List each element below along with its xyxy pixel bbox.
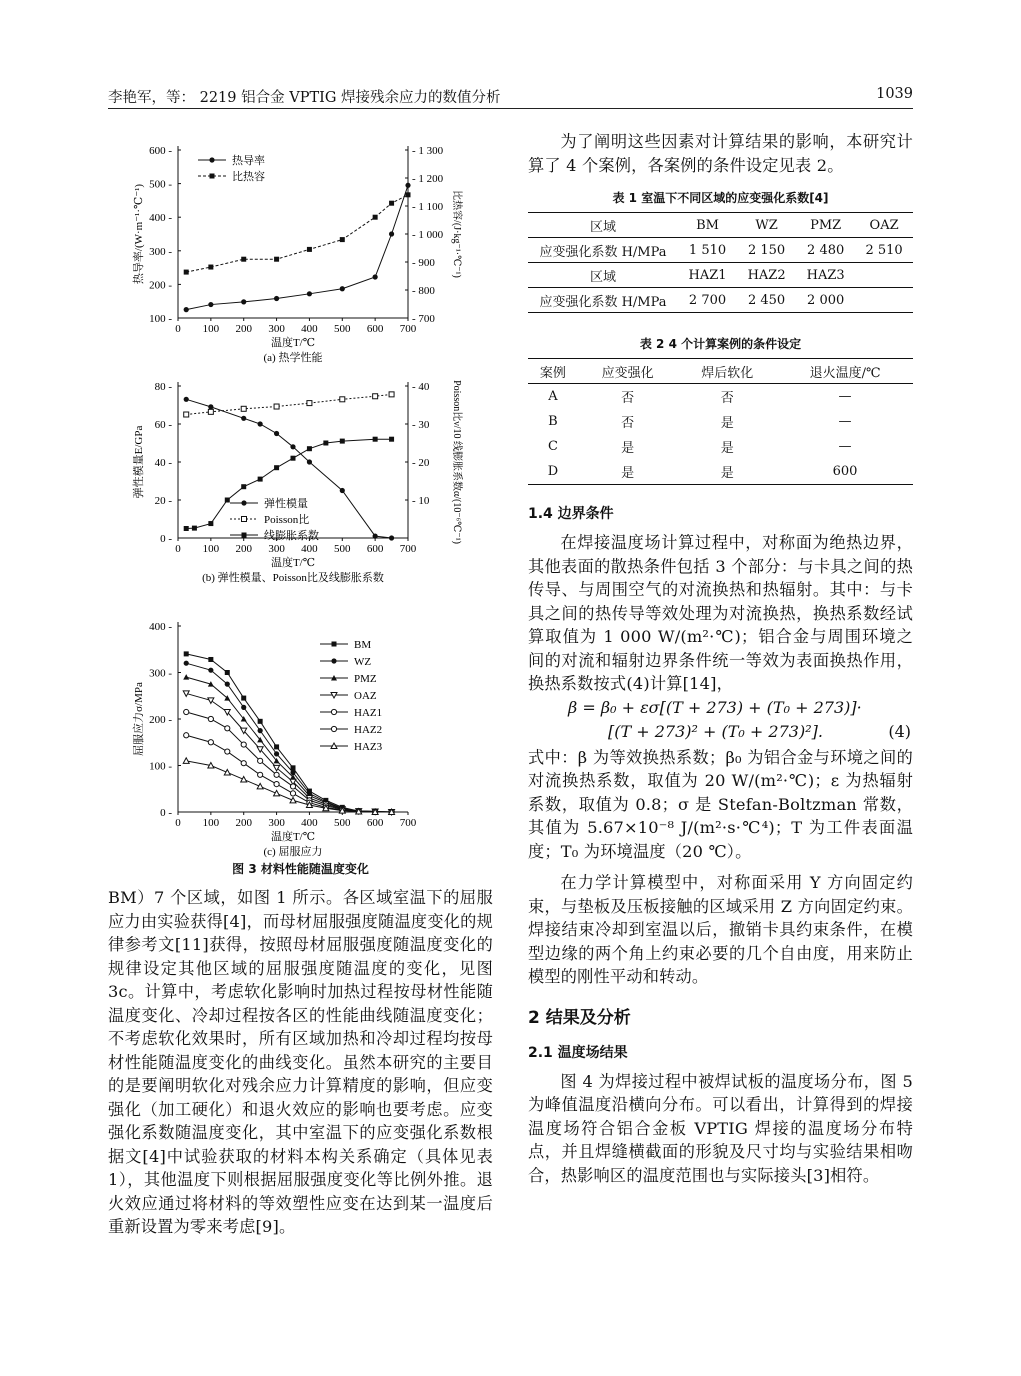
x-tick-label: 200 <box>235 817 252 829</box>
data-point <box>258 421 263 426</box>
data-point <box>184 270 189 275</box>
table1-cell: 2 450 <box>747 292 786 308</box>
table1-row <box>528 213 913 238</box>
data-point <box>290 791 295 796</box>
legend-marker <box>331 658 336 663</box>
data-point <box>225 670 230 675</box>
data-point <box>184 307 189 312</box>
y2-axis-title: Poisson比ν/10 线膨胀系数α/(10⁻⁶℃⁻¹) <box>451 380 462 544</box>
data-point <box>274 404 279 409</box>
data-point <box>389 392 394 397</box>
series-line-1 <box>186 185 408 309</box>
data-point <box>340 286 345 291</box>
table1-cell: HAZ1 <box>688 267 727 283</box>
y-tick-label: 20 - <box>154 495 172 507</box>
data-point <box>184 397 189 402</box>
table2-header <box>528 359 913 384</box>
table2-title: 表 2 4 个计算案例的条件设定 <box>639 337 802 351</box>
y-tick-label: 60 - <box>154 419 172 431</box>
equation-explanation: 式中：β 为等效换热系数；β₀ 为铝合金与环境之间的对流换热系数，取值为 20 W/(m²·℃)；ε 为热辐射系数，取值为 0.8；σ 是 Stefan-Boltzman 常数，其值为 5.67×10⁻⁸ J/(m²·s·℃⁴)；T 为工件表面温度；T₀ 为环境温度（20 ℃）。 <box>528 747 913 861</box>
data-point <box>389 437 394 442</box>
data-point <box>208 521 213 526</box>
data-point <box>373 534 378 539</box>
table1-cell: 2 700 <box>688 292 727 308</box>
table2-cell: 是 <box>720 416 734 431</box>
table2-row <box>528 384 913 410</box>
table2-cell: — <box>838 389 852 404</box>
legend-marker <box>209 157 214 162</box>
data-point <box>274 296 279 301</box>
data-point <box>340 488 345 493</box>
y-tick-label: 200 - <box>149 279 172 292</box>
x-tick-label: 700 <box>399 543 417 555</box>
y-tick-label: 400 - <box>149 621 172 633</box>
data-point <box>208 404 213 409</box>
legend-label: BM <box>354 639 372 651</box>
table-2 <box>528 358 913 485</box>
data-point <box>274 257 279 262</box>
table1-row <box>528 263 913 288</box>
data-point <box>241 299 246 304</box>
legend-label: WZ <box>354 656 372 668</box>
table2-row <box>528 434 913 459</box>
data-point <box>274 772 279 777</box>
data-point <box>241 406 246 411</box>
data-point <box>184 733 189 738</box>
data-point <box>274 744 279 749</box>
data-point <box>389 535 394 540</box>
y-axis-title: 屈服应力σ/MPa <box>133 682 145 756</box>
x-tick-label: 700 <box>399 323 417 335</box>
data-point <box>258 772 263 777</box>
x-tick-label: 200 <box>235 323 252 335</box>
data-point <box>224 769 230 775</box>
data-point <box>183 758 189 764</box>
data-point <box>225 682 230 687</box>
table2-cell: 否 <box>720 391 734 406</box>
section-2-1: 2.1 温度场结果 <box>528 1044 628 1061</box>
data-point <box>241 705 246 710</box>
table2-row <box>528 409 913 434</box>
x-tick-label: 400 <box>301 817 318 829</box>
x-tick-label: 300 <box>268 817 285 829</box>
y-tick-label: 100 - <box>149 313 172 325</box>
table1-cell: HAZ3 <box>806 267 845 283</box>
y-axis-title: 热导率/(W·m⁻¹·℃⁻¹) <box>133 183 145 285</box>
table1-cell: 2 150 <box>747 242 786 258</box>
mechanics-paragraph: 在力学计算模型中，对称面采用 Y 方向固定约束，与垫板及压板接触的区域采用 Z 方向固定约束。焊接结束冷却到室温以后，撤销卡具约束条件，在模型边缘的两个角上约束必要的几个自由度，用来防止模型的刚性平动和转动。 <box>528 873 913 986</box>
x-tick-label: 500 <box>334 817 351 829</box>
y-tick-label: 500 - <box>149 178 172 191</box>
y2-tick-label: - 1 300 <box>412 145 444 157</box>
data-point <box>373 274 378 279</box>
data-point <box>241 484 246 489</box>
data-point <box>274 751 279 756</box>
data-point <box>274 465 279 470</box>
table2-cell: 600 <box>832 464 858 479</box>
table2-cell: — <box>838 414 852 429</box>
y-tick-label: 80 - <box>154 381 172 393</box>
y2-tick-label: - 1 100 <box>412 201 444 213</box>
table2-cell: — <box>838 439 852 454</box>
legend-label: Poisson比 <box>264 514 310 526</box>
figure-3-svg <box>130 138 470 878</box>
y-tick-label: 600 - <box>149 145 172 157</box>
legend-marker <box>331 726 336 731</box>
data-point <box>225 749 230 754</box>
data-point <box>257 783 263 789</box>
data-point <box>208 698 214 704</box>
data-point <box>208 668 213 673</box>
data-point <box>274 790 280 796</box>
legend-label: HAZ2 <box>354 724 383 736</box>
x-tick-label: 200 <box>235 543 252 555</box>
x-tick-label: 700 <box>399 817 417 829</box>
legend-label: HAZ3 <box>354 741 383 753</box>
data-point <box>373 437 378 442</box>
legend-label: PMZ <box>354 673 377 685</box>
data-point <box>323 441 328 446</box>
series-line-2 <box>186 663 391 812</box>
data-point <box>307 291 312 296</box>
data-point <box>291 765 296 770</box>
y-axis-title: 弹性模量E/GPa <box>133 425 145 499</box>
y2-tick-label: - 10 <box>412 495 430 507</box>
data-point <box>307 401 312 406</box>
panel-subtitle: (a) 热学性能 <box>263 352 323 364</box>
legend-label: OAZ <box>354 690 377 702</box>
data-point <box>225 726 230 731</box>
data-point <box>405 183 410 188</box>
x-tick-label: 0 <box>175 817 181 829</box>
x-tick-label: 500 <box>334 543 351 555</box>
y2-tick-label: - 900 <box>412 257 435 269</box>
series-line-2 <box>186 394 391 414</box>
x-tick-label: 300 <box>268 543 285 555</box>
table1-cell: 应变强化系数 H/MPa <box>539 294 667 310</box>
x-tick-label: 300 <box>268 323 285 335</box>
x-tick-label: 100 <box>202 543 220 555</box>
table2-cell: C <box>547 439 558 454</box>
x-axis-title: 温度T/℃ <box>270 337 316 349</box>
running-header <box>108 86 913 109</box>
data-point <box>184 412 189 417</box>
y-tick-label: 200 - <box>149 714 172 726</box>
data-point <box>208 716 213 721</box>
data-point <box>241 696 246 701</box>
data-point <box>208 302 213 307</box>
x-tick-label: 400 <box>301 323 318 335</box>
table1-cell: 区域 <box>589 269 616 285</box>
data-point <box>307 459 312 464</box>
x-axis-title: 温度T/℃ <box>270 557 316 569</box>
y2-tick-label: - 700 <box>412 313 435 325</box>
table2-header-cell: 案例 <box>539 365 566 381</box>
data-point <box>184 709 189 714</box>
table1-cell: WZ <box>755 217 778 233</box>
y2-tick-label: - 1 000 <box>412 229 444 241</box>
table2-cell: 是 <box>621 466 635 481</box>
data-point <box>373 394 378 399</box>
legend-label: 弹性模量 <box>264 498 308 510</box>
data-point <box>258 758 263 763</box>
x-tick-label: 100 <box>202 323 220 335</box>
page-number: 1039 <box>876 86 913 102</box>
data-point <box>241 416 246 421</box>
table1-cell: PMZ <box>810 217 842 233</box>
table1-cell <box>855 263 913 288</box>
data-point <box>290 797 296 803</box>
data-point <box>307 247 312 252</box>
x-tick-label: 400 <box>301 543 318 555</box>
data-point <box>291 456 296 461</box>
left-paragraph: BM）7 个区域，如图 1 所示。各区域室温下的屈服应力由实验获得[4]，而母材屈服强度随温度变化的规律参考文[11]获得，按照母材屈服强度随温度变化的规律设定其他区域的屈服强度随温度的变化，见图 3c。计算中，考虑软化影响时加热过程按母材性能随温度变化、冷却过程按各区的性能曲线随温度变化；不考虑软化效果时，所有区域加热和冷却过程均按母材性能随温度变化的曲线变化。虽然本研究的主要目的是要阐明软化对残余应力计算精度的影响，但应变强化（加工硬化）和退火效应的影响也要考虑。应变强化系数随温度变化，其中室温下的应变强化系数根据文[4]中试验获取的材料本构关系确定（具体见表 1），其他温度下则根据屈服强度变化等比例外推。退火效应通过将材料的等效塑性应变在达到某一温度后重新设置为零来考虑[9]。 <box>108 888 493 1236</box>
data-point <box>184 526 189 531</box>
table1-title: 表 1 室温下不同区域的应变强化系数[4] <box>612 191 829 205</box>
legend-marker <box>241 500 246 505</box>
x-tick-label: 600 <box>366 817 384 829</box>
data-point <box>389 201 394 206</box>
table1-cell: 2 000 <box>807 292 845 308</box>
table2-cell: D <box>547 464 559 479</box>
data-point <box>241 742 246 747</box>
table1-row <box>528 238 913 263</box>
table2-header-cell: 焊后软化 <box>701 365 754 381</box>
equation-number: (4) <box>888 721 911 741</box>
table2-cell: 否 <box>621 391 635 406</box>
table2-row <box>528 459 913 485</box>
data-point <box>274 431 279 436</box>
table2-header-cell: 退火温度/℃ <box>809 365 881 381</box>
data-point <box>208 657 213 662</box>
y2-tick-label: - 800 <box>412 285 435 297</box>
intro-paragraph: 为了阐明这些因素对计算结果的影响，本研究计算了 4 个案例，各案例的条件设定见表 2。 <box>528 132 913 175</box>
y2-tick-label: - 40 <box>412 381 430 393</box>
section-2: 2 结果及分析 <box>528 1007 631 1028</box>
data-point <box>373 215 378 220</box>
data-point <box>290 784 295 789</box>
table1-cell: HAZ2 <box>747 267 786 283</box>
legend-marker <box>242 517 247 522</box>
x-tick-label: 0 <box>175 543 181 555</box>
figure-3 <box>130 138 470 878</box>
data-point <box>208 740 213 745</box>
table1-row <box>528 288 913 313</box>
y-tick-label: 0 - <box>160 533 172 545</box>
equation-4 <box>528 696 913 746</box>
x-tick-label: 600 <box>366 323 384 335</box>
data-point <box>241 761 246 766</box>
data-point <box>389 231 394 236</box>
data-point <box>241 257 246 262</box>
x-tick-label: 0 <box>175 323 181 335</box>
data-point <box>258 719 263 724</box>
data-point <box>340 439 345 444</box>
series-line-2 <box>186 195 408 272</box>
table2-cell: 是 <box>621 441 635 456</box>
data-point <box>274 782 279 787</box>
y-tick-label: 300 - <box>149 667 172 680</box>
y-tick-label: 300 - <box>149 245 172 258</box>
table1-cell: 应变强化系数 H/MPa <box>539 244 667 260</box>
legend-label: 线膨胀系数 <box>264 530 319 542</box>
table1-cell: 区域 <box>589 219 616 235</box>
table2-cell: A <box>548 389 558 404</box>
table1-cell: 2 510 <box>865 242 903 258</box>
results-paragraph: 图 4 为焊接过程中被焊试板的温度场分布，图 5 为峰值温度沿横向分布。可以看出，计算得到的焊接温度场符合铝合金板 VPTIG 焊接的温度场分布特点，并且焊缝横截面的形貌及尺寸均与实验结果相吻合，热影响区的温度范围也与实际接头[3]相符。 <box>528 1071 913 1185</box>
data-point <box>225 498 230 503</box>
y2-tick-label: - 1 200 <box>412 173 444 185</box>
panel-subtitle: (b) 弹性模量、Poisson比及线膨胀系数 <box>202 572 384 584</box>
table2-header-cell: 应变强化 <box>601 365 654 381</box>
legend-label: HAZ1 <box>354 707 383 719</box>
table1-cell: BM <box>696 217 719 233</box>
table-1 <box>528 212 913 313</box>
x-tick-label: 500 <box>334 323 351 335</box>
y2-axis-title: 比热容/(J·kg⁻¹·℃⁻¹) <box>451 190 462 278</box>
table1-cell: 1 510 <box>688 242 727 258</box>
y-tick-label: 100 - <box>149 760 172 773</box>
data-point <box>184 661 189 666</box>
legend-label: 比热容 <box>232 171 265 183</box>
table1-cell <box>855 288 913 313</box>
section-1-4: 1.4 边界条件 <box>528 506 614 522</box>
data-point <box>258 728 263 733</box>
y-tick-label: 0 - <box>160 807 172 819</box>
equation-line-2: [(T + 273)² + (T₀ + 273)²]. <box>608 721 823 741</box>
x-tick-label: 600 <box>366 543 384 555</box>
data-point <box>184 651 189 656</box>
data-point <box>406 192 411 197</box>
equation-line-1: β = β₀ + εσ[(T + 273) + (T₀ + 273)]· <box>568 697 862 717</box>
y-tick-label: 40 - <box>154 457 172 469</box>
data-point <box>340 237 345 242</box>
data-point <box>290 444 295 449</box>
panel-subtitle: (c) 屈服应力 <box>263 846 323 858</box>
data-point <box>340 397 345 402</box>
table2-cell: 否 <box>621 416 635 431</box>
table1-cell: 2 480 <box>807 242 845 258</box>
data-point <box>183 674 189 680</box>
boundary-paragraph: 在焊接温度场计算过程中，对称面为绝热边界，其他表面的散热条件包括 3 个部分：与卡具之间的热传导、与周围空气的对流换热和热辐射。其中：与卡具之间的热传导等效处理为对流换热，换热系数经试算取值为 1 000 W/(m²·℃)；铝合金与周围环境之间的对流和辐射边界条件统一等效为表面换热作用，换热系数按式(4)计算[14]， <box>528 533 913 693</box>
table2-cell: 是 <box>720 466 734 481</box>
legend-marker <box>332 642 337 647</box>
legend-marker <box>242 533 247 538</box>
legend-marker <box>331 709 336 714</box>
x-tick-label: 100 <box>202 817 220 829</box>
y2-tick-label: - 20 <box>412 457 430 469</box>
data-point <box>192 526 197 531</box>
legend-marker <box>210 174 215 179</box>
data-point <box>208 409 213 414</box>
data-point <box>208 265 213 270</box>
y-tick-label: 400 - <box>149 212 172 225</box>
figure-caption: 图 3 材料性能随温度变化 <box>232 862 369 876</box>
table1-cell: OAZ <box>869 217 899 233</box>
data-point <box>307 446 312 451</box>
data-point <box>241 776 247 782</box>
table2-cell: 是 <box>720 441 734 456</box>
table2-cell: B <box>548 414 558 429</box>
data-point <box>258 477 263 482</box>
y2-tick-label: - 30 <box>412 419 430 431</box>
header-title: 李艳军，等： 2219 铝合金 VPTIG 焊接残余应力的数值分析 <box>108 90 501 106</box>
legend-label: 热导率 <box>232 155 265 167</box>
x-axis-title: 温度T/℃ <box>270 831 316 843</box>
